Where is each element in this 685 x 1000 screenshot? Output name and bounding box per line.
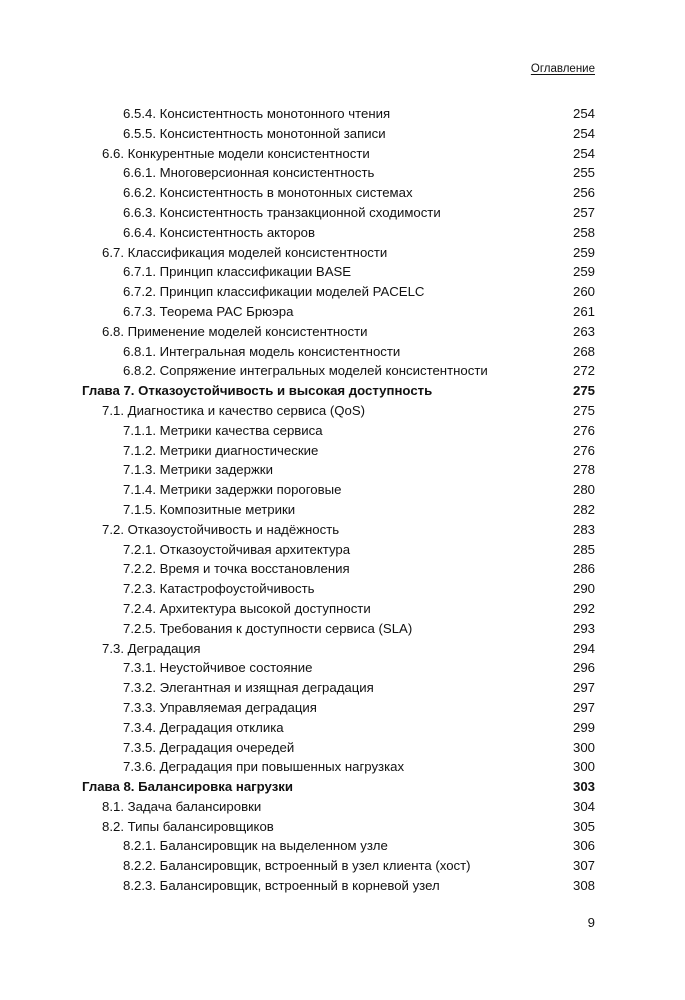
toc-entry-page: 290 (572, 581, 595, 597)
toc-entry-page: 256 (572, 185, 595, 201)
toc-entry-page: 275 (572, 383, 595, 399)
toc-entry[interactable] (82, 738, 595, 758)
toc-entry-label: 6.8. Применение моделей консистентности (102, 323, 368, 339)
toc-entry-label: 7.2.4. Архитектура высокой доступности (123, 600, 371, 616)
toc-entry-page: 285 (572, 541, 595, 557)
toc-entry[interactable] (82, 282, 595, 302)
toc-entry-page: 280 (572, 482, 595, 498)
toc-entry-label: Глава 7. Отказоустойчивость и высокая доступность (82, 383, 433, 399)
toc-entry[interactable] (82, 757, 595, 777)
toc-entry-label: 8.1. Задача балансировки (102, 798, 262, 814)
toc-entry-page: 292 (572, 600, 595, 616)
toc-entry-label: 7.3.4. Деградация отклика (123, 719, 284, 735)
toc-entry-page: 260 (572, 284, 595, 300)
toc-entry-page: 276 (572, 442, 595, 458)
toc-entry-label: 6.7.1. Принцип классификации BASE (123, 264, 352, 280)
toc-entry-page: 275 (572, 402, 595, 418)
toc-entry-page: 254 (572, 106, 595, 121)
toc-entry-label: 7.1. Диагностика и качество сервиса (QoS) (102, 402, 366, 418)
toc-entry[interactable] (82, 559, 595, 579)
toc-entry-page: 282 (572, 501, 595, 517)
toc-entry-label: 6.7.3. Теорема PAC Брюэра (123, 303, 294, 319)
toc-entry-page: 268 (572, 343, 595, 359)
toc-entry[interactable] (82, 817, 595, 837)
toc-entry-label: 6.7.2. Принцип классификации моделей PACELC (123, 284, 425, 300)
toc-entry[interactable] (82, 342, 595, 362)
toc-chapter-entry[interactable] (82, 777, 595, 797)
toc-entry-page: 254 (572, 145, 595, 161)
toc-entry-page: 297 (572, 680, 595, 696)
toc-entry[interactable] (82, 599, 595, 619)
toc-entry-page: 303 (572, 779, 595, 795)
toc-entry[interactable] (82, 698, 595, 718)
toc-entry-label: 7.3.5. Деградация очередей (123, 739, 295, 755)
toc-entry-label: 6.8.1. Интегральная модель консистентности (123, 343, 401, 359)
toc-entry[interactable] (82, 460, 595, 480)
toc-entry[interactable] (82, 223, 595, 243)
toc-entry-page: 299 (572, 719, 595, 735)
toc-entry[interactable] (82, 876, 595, 896)
toc-entry[interactable] (82, 163, 595, 183)
toc-entry[interactable] (82, 658, 595, 678)
toc-entry-page: 297 (572, 699, 595, 715)
toc-entry-page: 258 (572, 224, 595, 240)
toc-entry[interactable] (82, 243, 595, 263)
page-number: 9 (587, 915, 595, 930)
toc-entry-label: 7.1.2. Метрики диагностические (123, 442, 319, 458)
toc-entry-page: 259 (572, 244, 595, 260)
toc-entry-page: 294 (572, 640, 595, 656)
toc-entry-label: 8.2.1. Балансировщик на выделенном узле (123, 838, 388, 854)
toc-entry-label: 7.1.1. Метрики качества сервиса (123, 422, 323, 438)
toc-entry[interactable] (82, 322, 595, 342)
running-header-title[interactable]: Оглавление (530, 63, 595, 75)
toc-entry[interactable] (82, 678, 595, 698)
toc-entry-label: 6.6.1. Многоверсионная консистентность (123, 165, 375, 181)
toc-entry[interactable] (82, 104, 595, 124)
toc-entry[interactable] (82, 124, 595, 144)
toc-entry[interactable] (82, 441, 595, 461)
toc-entry-label: 6.6.3. Консистентность транзакционной сходимости (123, 204, 441, 220)
toc-entry-label: 8.2.3. Балансировщик, встроенный в корневой узел (123, 878, 440, 894)
toc-entry-page: 307 (572, 858, 595, 874)
toc-entry-page: 304 (572, 798, 595, 814)
toc-entry-label: 7.2.1. Отказоустойчивая архитектура (123, 541, 351, 557)
toc-entry[interactable] (82, 262, 595, 282)
toc-entry[interactable] (82, 797, 595, 817)
toc-entry-label: 7.3.3. Управляемая деградация (123, 699, 317, 715)
toc-entry-label: 8.2. Типы балансировщиков (102, 818, 274, 834)
toc-entry[interactable] (82, 361, 595, 381)
toc-entry[interactable] (82, 619, 595, 639)
toc-entry[interactable] (82, 718, 595, 738)
toc-entry-label: 7.1.5. Композитные метрики (123, 501, 296, 517)
toc-chapter-entry[interactable] (82, 381, 595, 401)
toc-entry[interactable] (82, 540, 595, 560)
toc-entry-page: 300 (572, 739, 595, 755)
toc-entry-label: 6.6.2. Консистентность в монотонных системах (123, 185, 413, 201)
toc-entry[interactable] (82, 183, 595, 203)
toc-entry-page: 308 (572, 878, 595, 894)
toc-entry-label: 7.2.2. Время и точка восстановления (123, 561, 350, 577)
toc-entry[interactable] (82, 520, 595, 540)
toc-entry-page: 276 (572, 422, 595, 438)
toc-entry-page: 283 (572, 521, 595, 537)
toc-entry-label: 7.2.5. Требования к доступности сервиса (SLA) (123, 620, 413, 636)
toc-entry-label: 7.2. Отказоустойчивость и надёжность (102, 521, 340, 537)
toc-entry-label: 6.8.2. Сопряжение интегральных моделей консистентности (123, 363, 488, 379)
toc-entry-label: 7.1.3. Метрики задержки (123, 462, 273, 478)
toc-entry-page: 306 (572, 838, 595, 854)
toc-entry-page: 286 (572, 561, 595, 577)
toc-entry[interactable] (82, 302, 595, 322)
toc-entry-page: 293 (572, 620, 595, 636)
toc-entry-page: 300 (572, 759, 595, 775)
toc-entry-page: 278 (572, 462, 595, 478)
toc-entry-label: 6.6.4. Консистентность акторов (123, 224, 315, 240)
toc-entry-page: 255 (572, 165, 595, 181)
toc-entry-page: 257 (572, 204, 595, 220)
toc-entry-label: 6.5.5. Консистентность монотонной записи (123, 125, 386, 141)
toc-entry-page: 254 (572, 125, 595, 141)
toc-entry[interactable] (82, 203, 595, 223)
toc-entry-label: 6.5.4. Консистентность монотонного чтения (123, 106, 391, 121)
table-of-contents (82, 104, 595, 896)
toc-entry-label: 7.3.1. Неустойчивое состояние (123, 660, 313, 676)
toc-entry[interactable] (82, 401, 595, 421)
toc-entry-page: 263 (572, 323, 595, 339)
toc-entry-page: 296 (572, 660, 595, 676)
toc-entry-label: 7.2.3. Катастрофоустойчивость (123, 581, 315, 597)
toc-entry-label: 6.7. Классификация моделей консистентности (102, 244, 388, 260)
toc-entry[interactable] (82, 480, 595, 500)
toc-entry-label: 7.3. Деградация (102, 640, 201, 656)
toc-entry[interactable] (82, 856, 595, 876)
toc-entry-page: 305 (572, 818, 595, 834)
toc-entry[interactable] (82, 144, 595, 164)
toc-entry-label: 7.3.6. Деградация при повышенных нагрузках (123, 759, 405, 775)
toc-entry-label: 8.2.2. Балансировщик, встроенный в узел клиента (хост) (123, 858, 471, 874)
toc-entry-label: Глава 8. Балансировка нагрузки (82, 779, 293, 795)
toc-entry-label: 7.3.2. Элегантная и изящная деградация (123, 680, 374, 696)
toc-entry[interactable] (82, 500, 595, 520)
toc-entry-page: 272 (572, 363, 595, 379)
toc-entry[interactable] (82, 579, 595, 599)
toc-entry[interactable] (82, 421, 595, 441)
toc-entry-label: 7.1.4. Метрики задержки пороговые (123, 482, 342, 498)
toc-entry[interactable] (82, 836, 595, 856)
toc-entry[interactable] (82, 639, 595, 659)
toc-entry-page: 259 (572, 264, 595, 280)
toc-entry-label: 6.6. Конкурентные модели консистентности (102, 145, 370, 161)
toc-entry-page: 261 (572, 303, 595, 319)
